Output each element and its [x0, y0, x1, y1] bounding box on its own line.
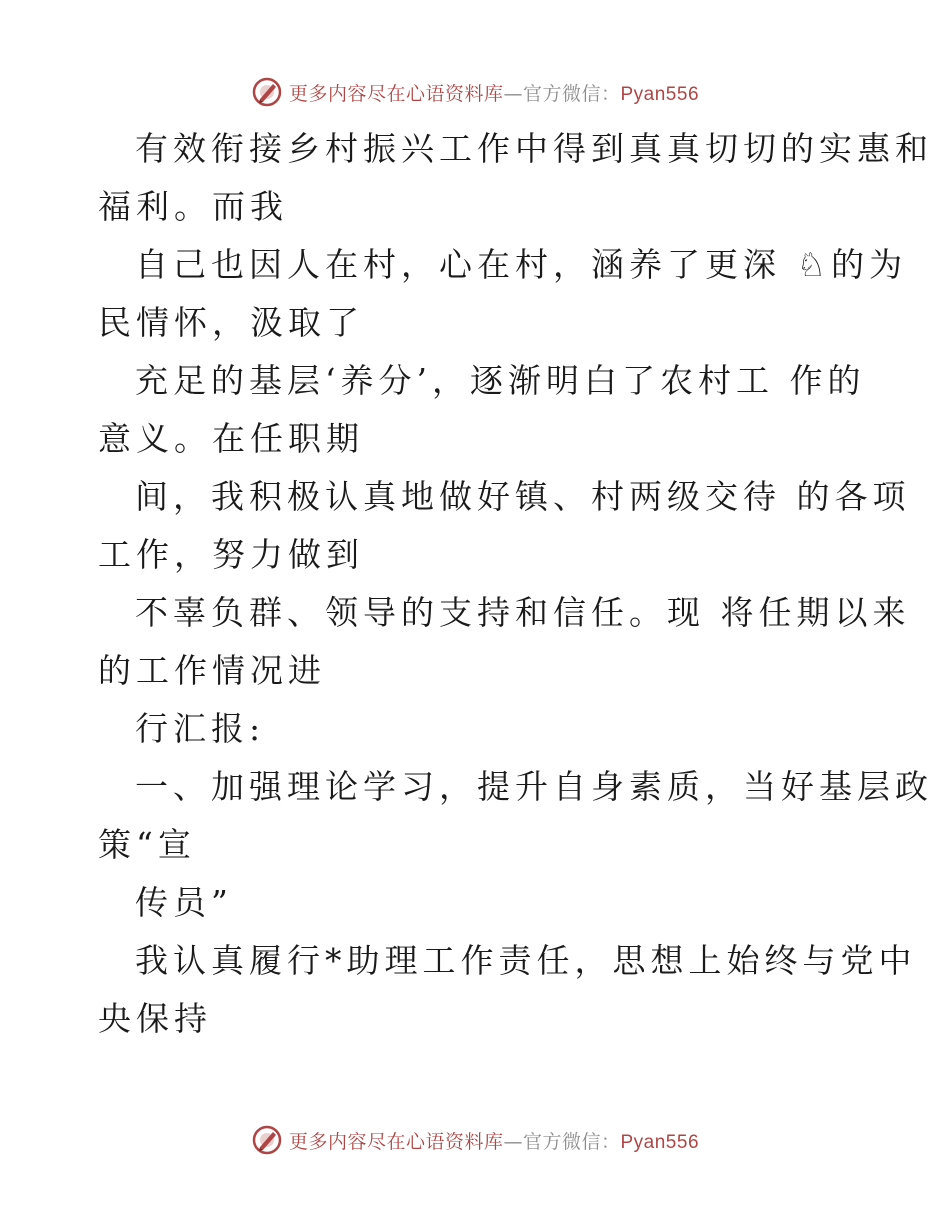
header-watermark [0, 72, 950, 112]
document-body [98, 120, 933, 1048]
text-line: 策“宣 [98, 825, 196, 864]
watermark-text: 更多内容尽在心语资料库—官方微信：Pyan556 [288, 82, 700, 105]
watermark-text: 更多内容尽在心语资料库—官方微信：Pyan556 [288, 1130, 700, 1153]
text-line: 央保持 [98, 999, 212, 1038]
pen-circle-icon [251, 1124, 283, 1156]
pen-circle-icon [251, 76, 283, 108]
text-line: 福利。而我 [98, 187, 288, 226]
text-line: 有效衔接乡村振兴工作中得到真真切切的实惠和 [135, 129, 933, 168]
footer-watermark [0, 1120, 950, 1160]
text-line: 不辜负群、领导的支持和信任。现 将任期以来 [135, 593, 911, 632]
text-line: 间，我积极认真地做好镇、村两级交待 的各项 [135, 477, 911, 516]
text-line: 一、加强理论学习，提升自身素质，当好基层政 [135, 767, 933, 806]
text-line: 的工作情况进 [98, 651, 326, 690]
text-line: 民情怀，汲取了 [98, 303, 364, 342]
text-line: 工作，努力做到 [98, 535, 364, 574]
text-line: 我认真履行*助理工作责任，思想上始终与党中 [135, 941, 917, 980]
text-line: 传员” [135, 883, 233, 922]
text-line: 充足的基层‘养分’，逐渐明白了农村工 作的 [135, 361, 866, 400]
text-line: 行汇报: [135, 709, 266, 748]
text-line: 意义。在任职期 [98, 419, 364, 458]
text-line: 自己也因人在村，心在村，涵养了更深 ♘的为 [135, 245, 908, 284]
